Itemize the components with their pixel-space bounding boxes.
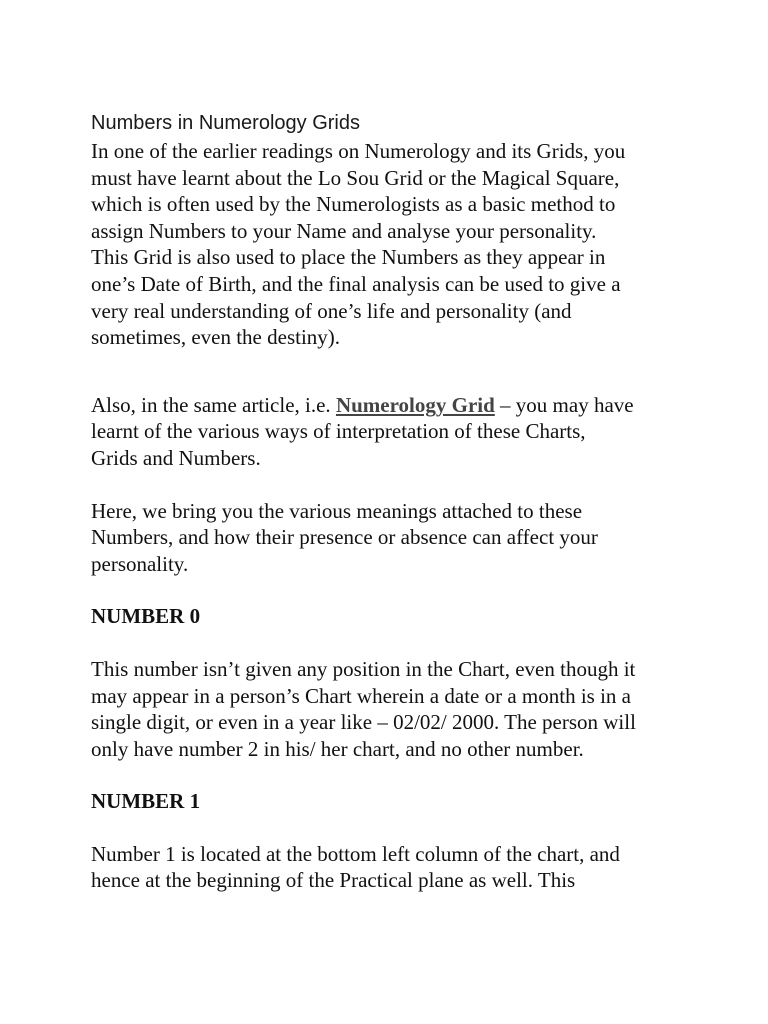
also-paragraph <box>91 392 691 472</box>
number-0-heading: NUMBER 0 <box>91 604 201 629</box>
text-line: very real understanding of one’s life and personality (and <box>91 298 572 323</box>
text-line: Here, we bring you the various meanings attached to these <box>91 498 583 523</box>
also-suffix: – you may have <box>494 392 634 417</box>
spacer <box>91 472 691 498</box>
text-line: This number isn’t given any position in the Chart, even though it <box>91 656 636 681</box>
document-title: Numbers in Numerology Grids <box>91 112 360 134</box>
document-page <box>91 110 691 894</box>
numerology-grid-link[interactable]: Numerology Grid <box>335 392 495 417</box>
number-1-heading: NUMBER 1 <box>91 789 201 814</box>
text-line: must have learnt about the Lo Sou Grid or the Magical Square, <box>91 165 620 190</box>
number-1-paragraph <box>91 841 691 894</box>
spacer <box>91 815 691 841</box>
text-line: sometimes, even the destiny). <box>91 325 341 350</box>
text-line: In one of the earlier readings on Numerology and its Grids, you <box>91 139 626 163</box>
text-line: may appear in a person’s Chart wherein a date or a month is in a <box>91 683 631 708</box>
text-line: Numbers, and how their presence or absence can affect your <box>91 525 598 550</box>
text-line: Number 1 is located at the bottom left column of the chart, and <box>91 841 620 866</box>
here-paragraph <box>91 498 691 578</box>
number-0-paragraph <box>91 656 691 762</box>
spacer <box>91 577 691 603</box>
spacer <box>91 630 691 656</box>
spacer <box>91 762 691 788</box>
text-line: one’s Date of Birth, and the final analysis can be used to give a <box>91 271 621 296</box>
text-line <box>91 392 691 419</box>
text-line: Grids and Numbers. <box>91 445 261 470</box>
also-prefix: Also, in the same article, i.e. <box>91 392 336 417</box>
text-line: This Grid is also used to place the Numbers as they appear in <box>91 245 606 270</box>
text-line: single digit, or even in a year like – 02/02/ 2000. The person will <box>91 710 636 735</box>
text-line: only have number 2 in his/ her chart, and no other number. <box>91 736 584 761</box>
text-line: hence at the beginning of the Practical plane as well. This <box>91 868 576 893</box>
text-line: which is often used by the Numerologists as a basic method to <box>91 192 616 217</box>
spacer <box>91 351 691 392</box>
text-line: assign Numbers to your Name and analyse your personality. <box>91 218 597 243</box>
text-line: learnt of the various ways of interpretation of these Charts, <box>91 419 586 444</box>
intro-paragraph <box>91 138 691 351</box>
text-line: personality. <box>91 551 189 576</box>
